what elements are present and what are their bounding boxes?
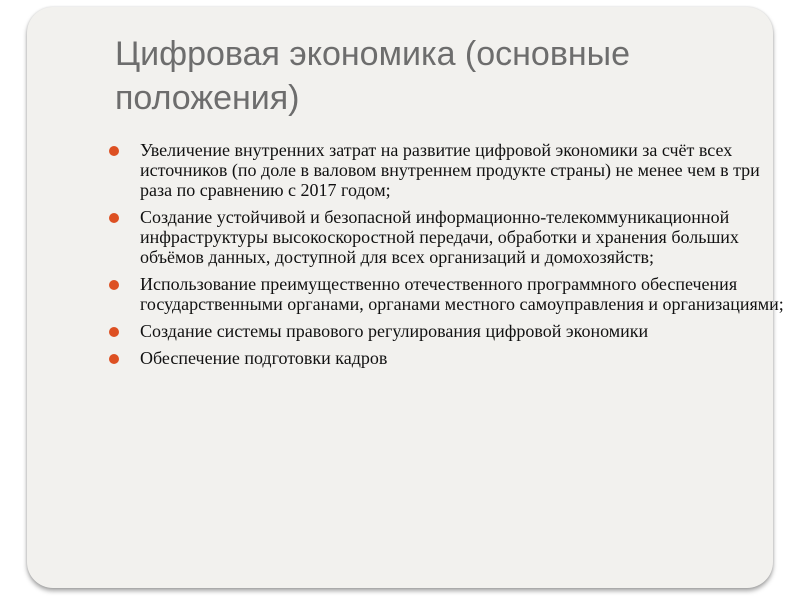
slide-title: Цифровая экономика (основные положения)	[115, 35, 631, 117]
bullet-dot-icon	[109, 354, 119, 364]
bullet-item	[107, 207, 787, 267]
bullet-text: Создание устойчивой и безопасной информационно-телекоммуникационной инфраструктуры высокоскоростной передачи, обработки и хранения больших объёмов данных, доступной для всех организаций и домохозяйств;	[140, 207, 739, 267]
bullet-dot-icon	[109, 280, 119, 290]
bullet-text: Увеличение внутренних затрат на развитие цифровой экономики за счёт всех источников (по доле в валовом внутреннем продукте страны) не менее чем в три раза по сравнению с 2017 годом;	[140, 140, 760, 200]
bullet-list	[107, 140, 787, 375]
bullet-dot-icon	[109, 213, 119, 223]
bullet-item	[107, 321, 787, 341]
slide-frame	[27, 7, 784, 588]
bullet-text: Обеспечение подготовки кадров	[140, 348, 388, 368]
bullet-text: Создание системы правового регулирования цифровой экономики	[140, 321, 649, 341]
bullet-dot-icon	[109, 327, 119, 337]
bullet-item	[107, 140, 787, 200]
bullet-dot-icon	[109, 146, 119, 156]
bullet-item	[107, 274, 787, 314]
bullet-text: Использование преимущественно отечественного программного обеспечения государственными органами, органами местного самоуправления и организациями;	[140, 274, 784, 314]
bullet-item	[107, 348, 787, 368]
